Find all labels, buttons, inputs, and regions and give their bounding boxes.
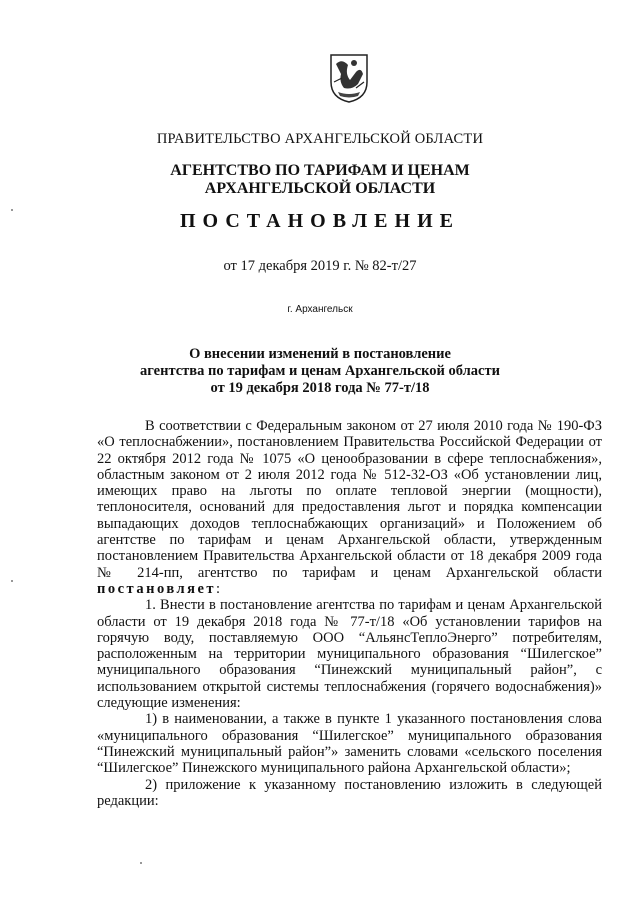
government-title: ПРАВИТЕЛЬСТВО АРХАНГЕЛЬСКОЙ ОБЛАСТИ: [156, 131, 484, 147]
scan-speck: [11, 580, 13, 582]
intro-text: В соответствии с Федеральным законом от 27 июля 2010 года № 190-ФЗ «О теплоснабжении», постановлением Правительства Российской Федерации от 22 октября 2012 года № 1075 «О ценообразовании в сфере теплоснабжения», областным законом от 2 июля 2012 года № 512-32-ОЗ «Об установлении лиц, имеющих право на льготы по оплате тепловой энергии (мощности), теплоносителя, оснований для предоставления льгот и порядка компенсации выпадающих доходов теплоснабжающих организаций» и Положением об агентстве по тарифам и ценам Архангельской области, утвержденным постановлением Правительства Архангельской области от 18 декабря 2009 года № 214-пп, агентство по тарифам и ценам Архангельской области: [97, 418, 602, 581]
subitem-1-paragraph: 1) в наименовании, а также в пункте 1 указанного постановления слова «муниципального образования “Шилегское” муниципального образования “Пинежский муниципальный район”» заменить словами «сельского поселения “Шилегское” Пинежского муниципального района Архангельской области»;: [97, 711, 602, 777]
document-type: ПОСТАНОВЛЕНИЕ: [180, 210, 460, 232]
scan-speck: [11, 209, 13, 211]
document-subject: [0, 346, 640, 397]
scan-speck: [140, 862, 142, 864]
subitem-2-paragraph: 2) приложение к указанному постановлению изложить в следующей редакции:: [97, 776, 602, 809]
agency-title-line2: АРХАНГЕЛЬСКОЙ ОБЛАСТИ: [204, 180, 436, 197]
date-and-number: от 17 декабря 2019 г. № 82-т/27: [223, 258, 417, 274]
city: г. Архангельск: [287, 304, 353, 315]
subject-line2: агентства по тарифам и ценам Архангельской области: [140, 363, 500, 379]
intro-paragraph: В соответствии с Федеральным законом от 27 июля 2010 года № 190-ФЗ «О теплоснабжении», постановлением Правительства Российской Федерации от 22 октября 2012 года № 1075 «О ценообразовании в сфере теплоснабжения», областным законом от 2 июля 2012 года № 512-32-ОЗ «Об установлении лиц, имеющих право на льготы по оплате тепловой энергии (мощности), теплоносителя, оснований для предоставления льгот и порядка компенсации выпадающих доходов теплоснабжающих организаций» и Положением об агентстве по тарифам и ценам Архангельской области, утвержденным постановлением Правительства Архангельской области от 18 декабря 2009 года № 214-пп, агентство по тарифам и ценам Архангельской области постановляет:: [97, 418, 602, 597]
agency-title: [0, 162, 640, 198]
resolves-word: постановляет: [97, 580, 217, 597]
subject-line1: О внесении изменений в постановление: [189, 346, 451, 362]
coat-of-arms-icon: [328, 52, 370, 104]
agency-title-line1: АГЕНТСТВО ПО ТАРИФАМ И ЦЕНАМ: [170, 162, 470, 179]
subject-line3: от 19 декабря 2018 года № 77-т/18: [210, 380, 430, 396]
item-1-paragraph: 1. Внести в постановление агентства по тарифам и ценам Архангельской области от 19 декабря 2018 года № 77-т/18 «Об установлении тарифов на горячую воду, поставляемую ООО “АльянсТеплоЭнерго” потребителям, расположенным на территории муниципального образования “Шилегское” муниципального образования “Пинежский муниципальный район”, с использованием открытой системы теплоснабжения (горячего водоснабжения)» следующие изменения:: [97, 597, 602, 712]
document-body: [97, 418, 602, 809]
